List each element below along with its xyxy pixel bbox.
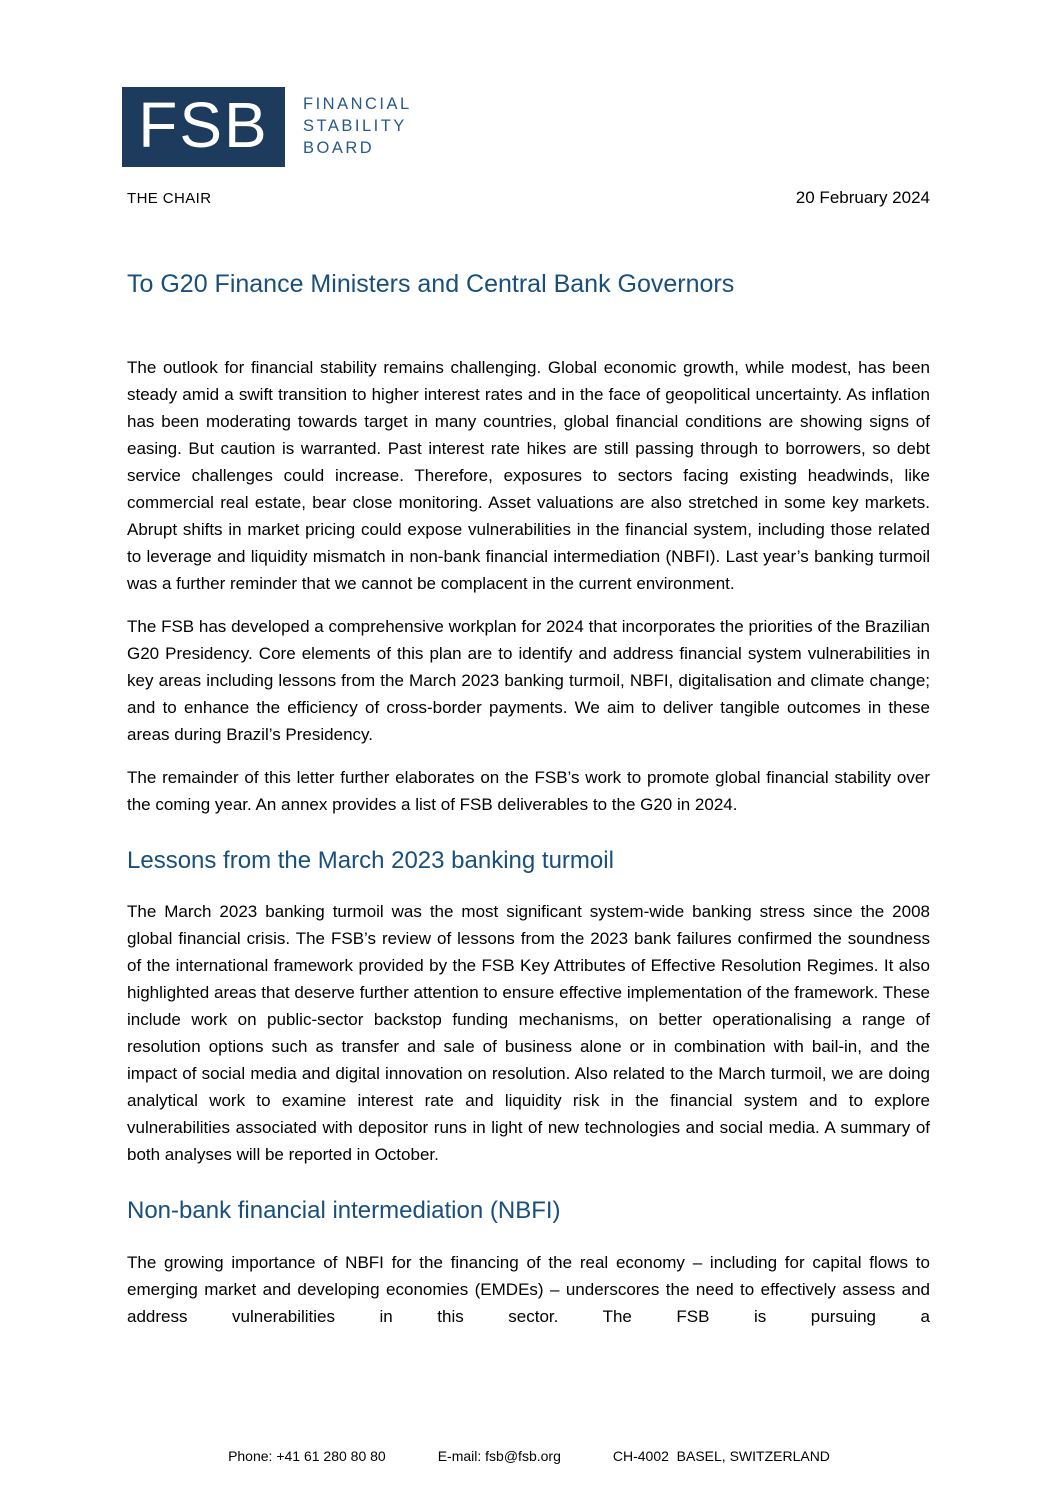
section-paragraph-banking-turmoil: The March 2023 banking turmoil was the most significant system-wide banking stress since the 2008 global financial crisis. The FSB’s review of lessons from the 2023 bank failures confirmed the soundness of the international framework provided by the FSB Key Attributes of Effective Resolution Regimes. It also highlighted areas that deserve further attention to ensure effective implementation of the framework. These include work on public-sector backstop funding mechanisms, on better operationalising a range of resolution options such as transfer and sale of business alone or in combination with bail-in, and the impact of social media and digital innovation on resolution. Also related to the March turmoil, we are doing analytical work to examine interest rate and liquidity risk in the financial system and to explore vulnerabilities associated with depositor runs in light of new technologies and social media. A summary of both analyses will be reported in October. — [127, 902, 930, 1165]
chair-label: THE CHAIR — [127, 190, 212, 207]
section-heading-banking-turmoil: Lessons from the March 2023 banking turmoil — [127, 846, 614, 874]
fsb-logo-caption-line: FINANCIAL — [303, 95, 412, 113]
section-heading-nbfi: Non-bank financial intermediation (NBFI) — [127, 1197, 561, 1225]
fsb-logo-caption-line: BOARD — [303, 139, 375, 157]
intro-paragraph-2: The FSB has developed a comprehensive workplan for 2024 that incorporates the priorities of the Brazilian G20 Presidency. Core elements of this plan are to identify and address financial system vulnerabilities in key areas including lessons from the March 2023 banking turmoil, NBFI, digitalisation and climate change; and to enhance the efficiency of cross-border payments. We aim to deliver tangible outcomes in these areas during Brazil’s Presidency. — [127, 616, 930, 744]
letter-title: To G20 Finance Ministers and Central Bank Governors — [127, 270, 735, 298]
letter-date: 20 February 2024 — [795, 188, 930, 207]
fsb-logo-text: FSB — [138, 89, 269, 161]
fsb-logo-caption — [303, 87, 412, 159]
footer-address: CH-4002 BASEL, SWITZERLAND — [612, 1448, 830, 1464]
letter-meta-row — [127, 188, 930, 208]
page-footer — [0, 1448, 1058, 1464]
section-paragraph-nbfi: The growing importance of NBFI for the financing of the real economy – including for capital flows to emerging market and developing economies (EMDEs) – underscores the need to effectively assess and address vulnerabilities in this sector. The FSB is pursuing a — [127, 1252, 930, 1326]
intro-paragraph-1: The outlook for financial stability remains challenging. Global economic growth, while modest, has been steady amid a swift transition to higher interest rates and in the face of geopolitical uncertainty. As inflation has been moderating towards target in many countries, global financial conditions are showing signs of easing. But caution is warranted. Past interest rate hikes are still passing through to borrowers, so debt service challenges could increase. Therefore, exposures to sectors facing existing headwinds, like commercial real estate, bear close monitoring. Asset valuations are also stretched in some key markets. Abrupt shifts in market pricing could expose vulnerabilities in the financial system, including those related to leverage and liquidity mismatch in non-bank financial intermediation (NBFI). Last year’s banking turmoil was a further reminder that we cannot be complacent in the current environment. — [127, 357, 930, 593]
fsb-logo-caption-line: STABILITY — [303, 117, 407, 135]
intro-paragraph-3: The remainder of this letter further elaborates on the FSB’s work to promote global financial stability over the coming year. An annex provides a list of FSB deliverables to the G20 in 2024. — [127, 767, 930, 814]
footer-phone: Phone: +41 61 280 80 80 — [228, 1448, 386, 1464]
fsb-logo — [122, 87, 930, 167]
fsb-logo-mark — [122, 87, 285, 167]
footer-email: E-mail: fsb@fsb.org — [437, 1448, 561, 1464]
